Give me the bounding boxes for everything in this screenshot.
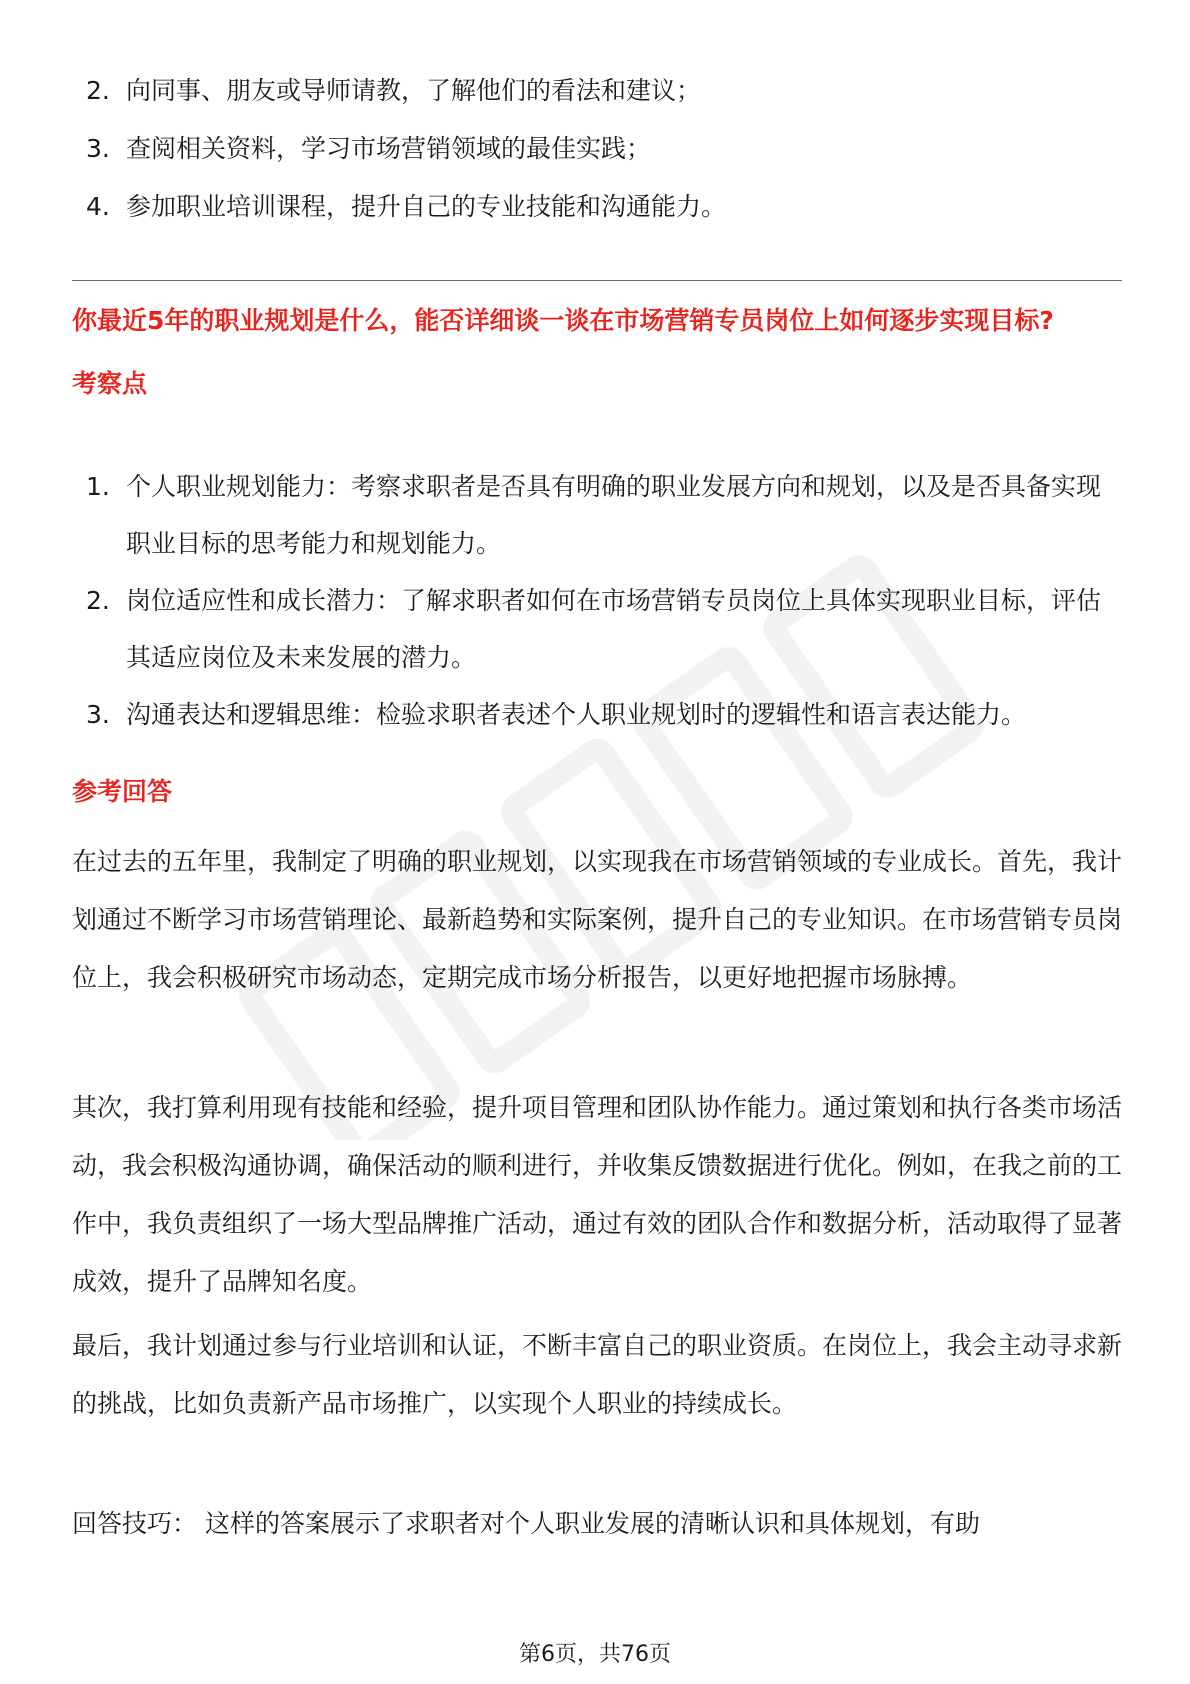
question-heading: 你最近5年的职业规划是什么，能否详细谈一谈在市场营销专员岗位上如何逐步实现目标? xyxy=(72,306,1054,335)
list-text: 查阅相关资料，学习市场营销领域的最佳实践； xyxy=(126,134,652,163)
list-text: 个人职业规划能力：考察求职者是否具有明确的职业发展方向和规划，以及是否具备实现职业目标的思考能力和规划能力。 xyxy=(126,472,1102,558)
page-number: 第6页，共76页 xyxy=(519,1642,671,1667)
list-number: 3. xyxy=(86,700,110,729)
list-item xyxy=(72,458,1122,572)
list-number: 2. xyxy=(86,76,110,105)
answer-tip: 回答技巧： 这样的答案展示了求职者对个人职业发展的清晰认识和具体规划，有助 xyxy=(72,1509,980,1538)
list-number: 2. xyxy=(86,586,110,615)
answer-paragraph: 在过去的五年里，我制定了明确的职业规划，以实现我在市场营销领域的专业成长。首先，我计划通过不断学习市场营销理论、最新趋势和实际案例，提升自己的专业知识。在市场营销专员岗位上，我会积极研究市场动态，定期完成市场分析报告，以更好地把握市场脉搏。 xyxy=(72,847,1123,992)
list-number: 4. xyxy=(86,192,110,221)
points-heading: 考察点 xyxy=(72,369,148,398)
list-text: 沟通表达和逻辑思维：检验求职者表述个人职业规划时的逻辑性和语言表达能力。 xyxy=(126,700,1027,729)
list-item xyxy=(72,178,1122,236)
list-text: 岗位适应性和成长潜力：了解求职者如何在市场营销专员岗位上具体实现职业目标，评估其适应岗位及未来发展的潜力。 xyxy=(126,586,1102,672)
answer-heading: 参考回答 xyxy=(72,777,173,806)
list-item xyxy=(72,120,1122,178)
list-item xyxy=(72,572,1122,686)
answer-paragraph: 其次，我打算利用现有技能和经验，提升项目管理和团队协作能力。通过策划和执行各类市场活动，我会积极沟通协调，确保活动的顺利进行，并收集反馈数据进行优化。例如，在我之前的工作中，我负责组织了一场大型品牌推广活动，通过有效的团队合作和数据分析，活动取得了显著成效，提升了品牌知名度。 xyxy=(72,1093,1123,1296)
list-number: 1. xyxy=(86,472,110,501)
list-item xyxy=(72,686,1122,743)
list-text: 向同事、朋友或导师请教，了解他们的看法和建议； xyxy=(126,76,702,105)
list-number: 3. xyxy=(86,134,110,163)
list-text: 参加职业培训课程，提升自己的专业技能和沟通能力。 xyxy=(126,192,727,221)
continued-list xyxy=(72,62,1122,236)
section-divider xyxy=(72,280,1122,281)
points-list xyxy=(72,458,1122,743)
answer-paragraph: 最后，我计划通过参与行业培训和认证，不断丰富自己的职业资质。在岗位上，我会主动寻求新的挑战，比如负责新产品市场推广，以实现个人职业的持续成长。 xyxy=(72,1331,1123,1418)
list-item xyxy=(72,62,1122,120)
